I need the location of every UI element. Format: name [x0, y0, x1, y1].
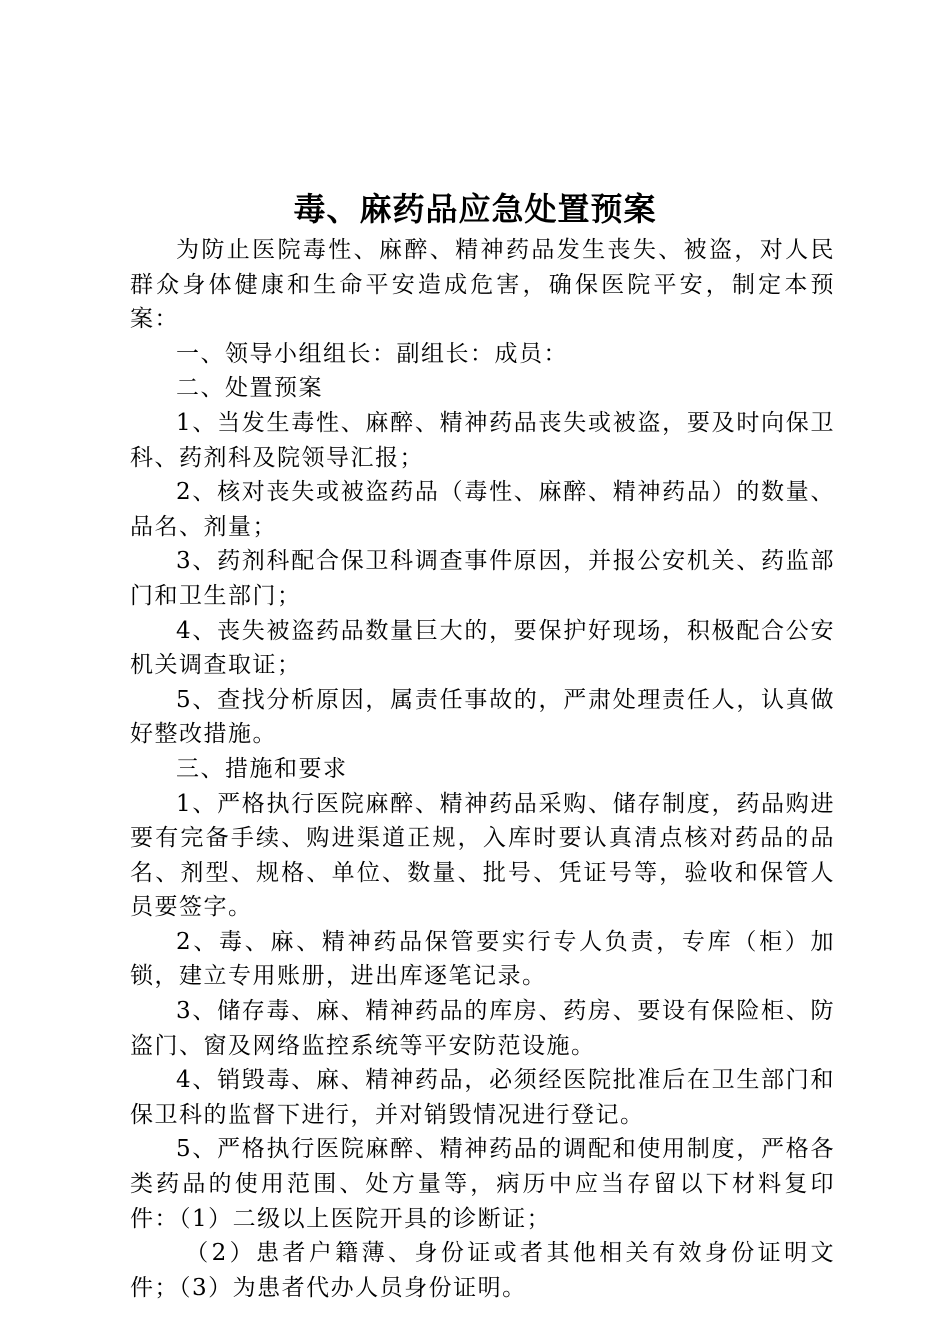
paragraph-plan-3: 3、药剂科配合保卫科调查事件原因，并报公安机关、药监部门和卫生部门；	[130, 548, 835, 609]
paragraph-plan-2: 2、核对丧失或被盗药品（毒性、麻醉、精神药品）的数量、品名、剂量；	[130, 479, 835, 540]
paragraph-section-1: 一、领导小组组长：副组长：成员：	[176, 340, 568, 367]
paragraph-intro: 为防止医院毒性、麻醉、精神药品发生丧失、被盗，对人民群众身体健康和生命平安造成危害，确保医院平安，制定本预案：	[130, 237, 835, 333]
paragraph-measure-1: 1、严格执行医院麻醉、精神药品采购、储存制度，药品购进要有完备手续、购进渠道正规，入库时要认真清点核对药品的品名、剂型、规格、单位、数量、批号、凭证号等，验收和保管人员要签字。	[130, 790, 835, 921]
paragraph-section-3-heading: 三、措施和要求	[176, 755, 348, 782]
paragraph-plan-4: 4、丧失被盗药品数量巨大的，要保护好现场，积极配合公安机关调查取证；	[130, 617, 835, 679]
paragraph-plan-5: 5、查找分析原因，属责任事故的，严肃处理责任人，认真做好整改措施。	[130, 686, 835, 748]
paragraph-measure-4: 4、销毁毒、麻、精神药品，必须经医院批准后在卫生部门和保卫科的监督下进行，并对销毁情况进行登记。	[130, 1067, 835, 1128]
paragraph-measure-2: 2、毒、麻、精神药品保管要实行专人负责，专库（柜）加锁，建立专用账册，进出库逐笔记录。	[130, 928, 835, 990]
paragraph-measure-5-continued: （2）患者户籍薄、身份证或者其他相关有效身份证明文件；（3）为患者代办人员身份证明。	[130, 1240, 835, 1301]
paragraph-plan-1: 1、当发生毒性、麻醉、精神药品丧失或被盗，要及时向保卫科、药剂科及院领导汇报；	[130, 409, 835, 471]
paragraph-measure-5: 5、严格执行医院麻醉、精神药品的调配和使用制度，严格各类药品的使用范围、处方量等，病历中应当存留以下材料复印件：（1）二级以上医院开具的诊断证；	[130, 1136, 835, 1232]
document-body	[130, 233, 835, 1305]
paragraph-measure-3: 3、储存毒、麻、精神药品的库房、药房、要设有保险柜、防盗门、窗及网络监控系统等平安防范设施。	[130, 998, 835, 1059]
page-title: 毒、麻药品应急处置预案	[293, 190, 657, 228]
paragraph-section-2-heading: 二、处置预案	[176, 375, 323, 402]
